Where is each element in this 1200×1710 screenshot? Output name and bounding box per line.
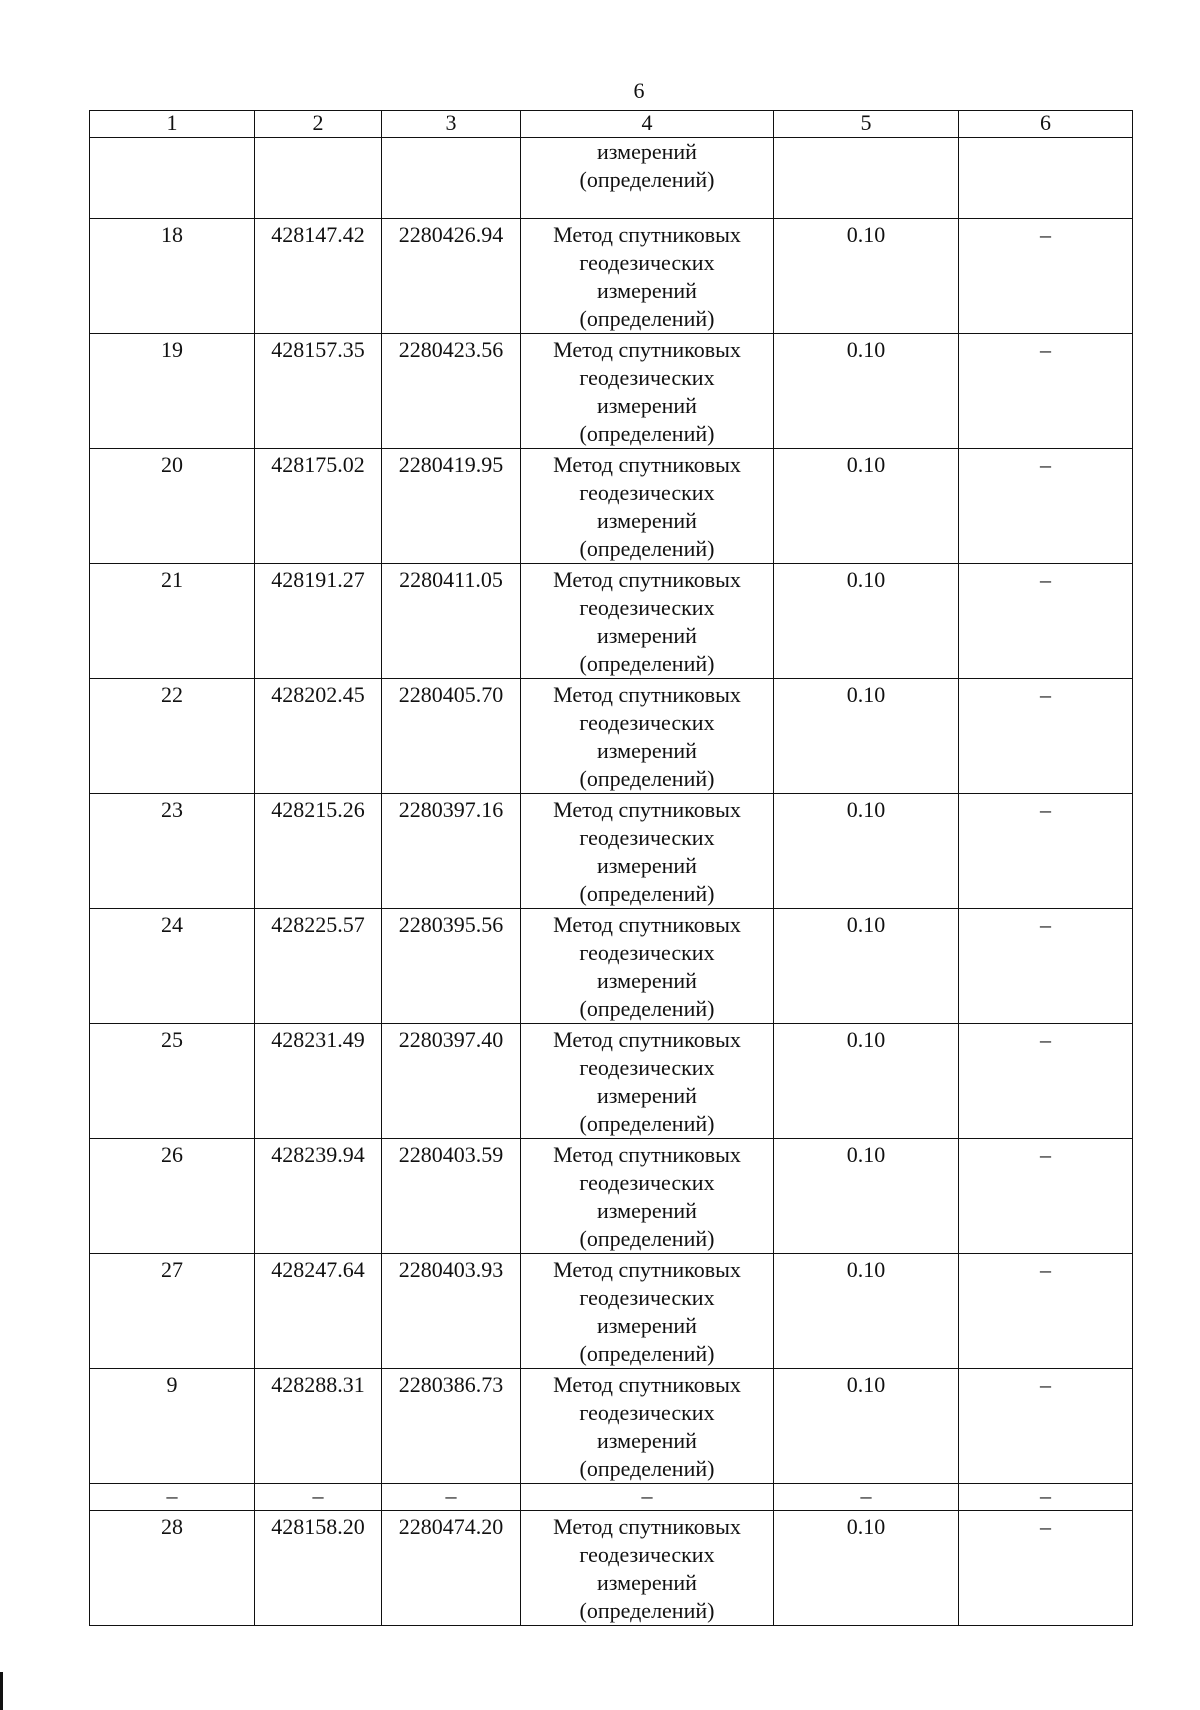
x-coordinate-cell: 428288.31 bbox=[255, 1369, 382, 1484]
separator-cell: – bbox=[90, 1484, 255, 1511]
accuracy-cell: 0.10 bbox=[774, 219, 959, 334]
method-cell bbox=[521, 334, 774, 449]
description-cell: – bbox=[959, 564, 1133, 679]
separator-cell: – bbox=[774, 1484, 959, 1511]
accuracy-cell: 0.10 bbox=[774, 564, 959, 679]
method-text: Метод спутниковых геодезических измерений (определений) bbox=[553, 912, 741, 1021]
x-coordinate-cell: 428231.49 bbox=[255, 1024, 382, 1139]
method-cell bbox=[521, 1254, 774, 1369]
method-text: Метод спутниковых геодезических измерений (определений) bbox=[553, 1257, 741, 1366]
accuracy-cell: 0.10 bbox=[774, 1511, 959, 1626]
point-number-cell: 26 bbox=[90, 1139, 255, 1254]
header-row bbox=[90, 111, 1133, 138]
description-cell: – bbox=[959, 1511, 1133, 1626]
method-cell bbox=[521, 794, 774, 909]
y-coordinate-cell: 2280474.20 bbox=[382, 1511, 521, 1626]
description-cell: – bbox=[959, 1139, 1133, 1254]
point-number-cell: 20 bbox=[90, 449, 255, 564]
method-cell bbox=[521, 1511, 774, 1626]
header-cell-6: 6 bbox=[959, 111, 1133, 138]
x-coordinate-cell: 428225.57 bbox=[255, 909, 382, 1024]
accuracy-cell: 0.10 bbox=[774, 449, 959, 564]
point-number-cell: 25 bbox=[90, 1024, 255, 1139]
point-number-cell: 18 bbox=[90, 219, 255, 334]
header-cell-4: 4 bbox=[521, 111, 774, 138]
table-row bbox=[90, 1511, 1133, 1626]
description-cell: – bbox=[959, 334, 1133, 449]
method-text: Метод спутниковых геодезических измерений (определений) bbox=[553, 1372, 741, 1481]
method-cell bbox=[521, 1369, 774, 1484]
point-number-cell: 22 bbox=[90, 679, 255, 794]
y-coordinate-cell: 2280386.73 bbox=[382, 1369, 521, 1484]
method-text: Метод спутниковых геодезических измерений (определений) bbox=[553, 337, 741, 446]
point-number-cell: 23 bbox=[90, 794, 255, 909]
continuation-cell-5 bbox=[774, 138, 959, 219]
table-row bbox=[90, 1254, 1133, 1369]
table-row bbox=[90, 1369, 1133, 1484]
header-cell-2: 2 bbox=[255, 111, 382, 138]
method-text: Метод спутниковых геодезических измерений (определений) bbox=[553, 1514, 741, 1623]
y-coordinate-cell: 2280403.93 bbox=[382, 1254, 521, 1369]
x-coordinate-cell: 428147.42 bbox=[255, 219, 382, 334]
x-coordinate-cell: 428215.26 bbox=[255, 794, 382, 909]
description-cell: – bbox=[959, 449, 1133, 564]
table-body bbox=[90, 138, 1133, 1626]
point-number-cell: 19 bbox=[90, 334, 255, 449]
method-cell bbox=[521, 909, 774, 1024]
accuracy-cell: 0.10 bbox=[774, 1254, 959, 1369]
separator-cell: – bbox=[255, 1484, 382, 1511]
description-cell: – bbox=[959, 219, 1133, 334]
table-row bbox=[90, 1139, 1133, 1254]
accuracy-cell: 0.10 bbox=[774, 1369, 959, 1484]
y-coordinate-cell: 2280426.94 bbox=[382, 219, 521, 334]
method-cell bbox=[521, 449, 774, 564]
method-cell bbox=[521, 1024, 774, 1139]
table-row bbox=[90, 1024, 1133, 1139]
method-text: Метод спутниковых геодезических измерений (определений) bbox=[553, 567, 741, 676]
method-text: Метод спутниковых геодезических измерений (определений) bbox=[553, 682, 741, 791]
description-cell: – bbox=[959, 1369, 1133, 1484]
description-cell: – bbox=[959, 794, 1133, 909]
table-row bbox=[90, 449, 1133, 564]
continuation-method-cell bbox=[521, 138, 774, 219]
header-cell-5: 5 bbox=[774, 111, 959, 138]
continuation-cell-3 bbox=[382, 138, 521, 219]
method-cell bbox=[521, 1139, 774, 1254]
method-cell bbox=[521, 564, 774, 679]
point-number-cell: 24 bbox=[90, 909, 255, 1024]
separator-cell: – bbox=[959, 1484, 1133, 1511]
description-cell: – bbox=[959, 1254, 1133, 1369]
method-text: Метод спутниковых геодезических измерений (определений) bbox=[553, 797, 741, 906]
table-row bbox=[90, 679, 1133, 794]
y-coordinate-cell: 2280395.56 bbox=[382, 909, 521, 1024]
page-number: 6 bbox=[633, 78, 645, 103]
coordinates-table bbox=[89, 110, 1133, 1626]
point-number-cell: 9 bbox=[90, 1369, 255, 1484]
point-number-cell: 21 bbox=[90, 564, 255, 679]
header-cell-1: 1 bbox=[90, 111, 255, 138]
method-text: Метод спутниковых геодезических измерений (определений) bbox=[553, 1142, 741, 1251]
scan-edge-mark bbox=[0, 1672, 3, 1710]
table-header bbox=[90, 111, 1133, 138]
description-cell: – bbox=[959, 679, 1133, 794]
x-coordinate-cell: 428158.20 bbox=[255, 1511, 382, 1626]
accuracy-cell: 0.10 bbox=[774, 1139, 959, 1254]
x-coordinate-cell: 428175.02 bbox=[255, 449, 382, 564]
x-coordinate-cell: 428239.94 bbox=[255, 1139, 382, 1254]
separator-row bbox=[90, 1484, 1133, 1511]
method-cell bbox=[521, 219, 774, 334]
description-cell: – bbox=[959, 1024, 1133, 1139]
y-coordinate-cell: 2280411.05 bbox=[382, 564, 521, 679]
accuracy-cell: 0.10 bbox=[774, 1024, 959, 1139]
table-row bbox=[90, 219, 1133, 334]
method-text: Метод спутниковых геодезических измерений (определений) bbox=[553, 222, 741, 331]
x-coordinate-cell: 428247.64 bbox=[255, 1254, 382, 1369]
continuation-row bbox=[90, 138, 1133, 219]
accuracy-cell: 0.10 bbox=[774, 909, 959, 1024]
point-number-cell: 27 bbox=[90, 1254, 255, 1369]
y-coordinate-cell: 2280403.59 bbox=[382, 1139, 521, 1254]
accuracy-cell: 0.10 bbox=[774, 679, 959, 794]
y-coordinate-cell: 2280419.95 bbox=[382, 449, 521, 564]
table-row bbox=[90, 334, 1133, 449]
continuation-cell-6 bbox=[959, 138, 1133, 219]
accuracy-cell: 0.10 bbox=[774, 334, 959, 449]
y-coordinate-cell: 2280405.70 bbox=[382, 679, 521, 794]
x-coordinate-cell: 428202.45 bbox=[255, 679, 382, 794]
table-row bbox=[90, 564, 1133, 679]
point-number-cell: 28 bbox=[90, 1511, 255, 1626]
y-coordinate-cell: 2280397.16 bbox=[382, 794, 521, 909]
x-coordinate-cell: 428157.35 bbox=[255, 334, 382, 449]
method-cell bbox=[521, 679, 774, 794]
continuation-method-text: измерений (определений) bbox=[579, 139, 715, 192]
method-text: Метод спутниковых геодезических измерений (определений) bbox=[553, 452, 741, 561]
method-text: Метод спутниковых геодезических измерений (определений) bbox=[553, 1027, 741, 1136]
header-cell-3: 3 bbox=[382, 111, 521, 138]
separator-cell: – bbox=[521, 1484, 774, 1511]
table-row bbox=[90, 909, 1133, 1024]
y-coordinate-cell: 2280397.40 bbox=[382, 1024, 521, 1139]
description-cell: – bbox=[959, 909, 1133, 1024]
continuation-cell-1 bbox=[90, 138, 255, 219]
y-coordinate-cell: 2280423.56 bbox=[382, 334, 521, 449]
continuation-cell-2 bbox=[255, 138, 382, 219]
x-coordinate-cell: 428191.27 bbox=[255, 564, 382, 679]
table-row bbox=[90, 794, 1133, 909]
separator-cell: – bbox=[382, 1484, 521, 1511]
accuracy-cell: 0.10 bbox=[774, 794, 959, 909]
